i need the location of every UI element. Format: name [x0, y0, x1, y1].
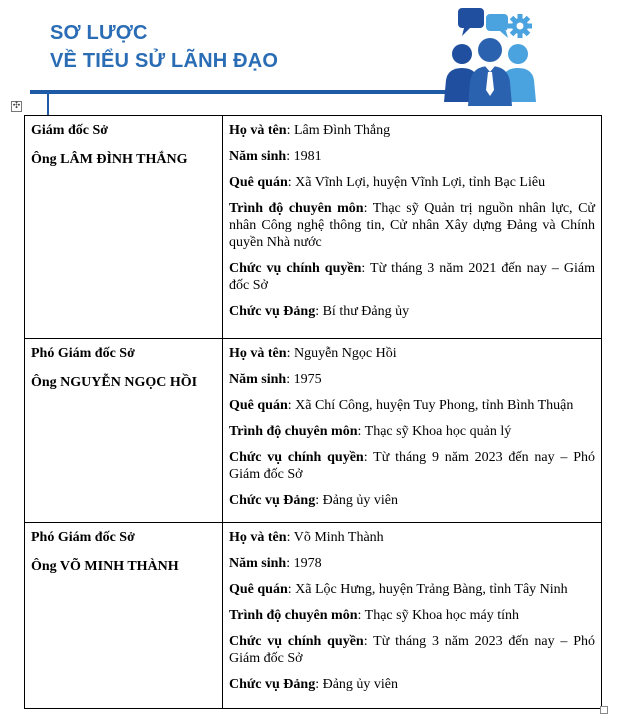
detail-field — [229, 676, 595, 693]
detail-value: 1978 — [293, 556, 322, 571]
detail-separator: : — [287, 582, 296, 597]
title-line-1: SƠ LƯỢC — [50, 22, 148, 44]
detail-label: Họ và tên — [229, 530, 287, 545]
leader-position: Phó Giám đốc Sở — [31, 346, 135, 361]
detail-field — [229, 397, 595, 414]
detail-value: Đảng ủy viên — [322, 493, 399, 508]
detail-value: Đảng ủy viên — [322, 677, 399, 692]
detail-label: Trình độ chuyên môn — [229, 201, 364, 216]
leader-details-cell[interactable] — [223, 523, 602, 709]
detail-label: Chức vụ chính quyền — [229, 450, 364, 465]
detail-value: Thạc sỹ Khoa học máy tính — [364, 608, 519, 623]
detail-field — [229, 581, 595, 598]
detail-field — [229, 492, 595, 509]
detail-separator: : — [363, 201, 373, 216]
leader-position: Phó Giám đốc Sở — [31, 530, 135, 545]
detail-separator: : — [287, 175, 296, 190]
detail-field — [229, 371, 595, 388]
detail-value: Nguyễn Ngọc Hồi — [293, 346, 397, 361]
detail-value: Võ Minh Thành — [293, 530, 384, 545]
header-rule — [30, 90, 450, 94]
detail-separator: : — [361, 261, 371, 276]
detail-label: Chức vụ chính quyền — [229, 634, 364, 649]
header-rule-tick — [47, 94, 49, 115]
leader-row — [25, 523, 602, 709]
detail-separator: : — [315, 304, 323, 319]
detail-label: Trình độ chuyên môn — [229, 424, 358, 439]
leader-summary-cell[interactable] — [25, 523, 223, 709]
title-line-2: VỀ TIỂU SỬ LÃNH ĐẠO — [50, 50, 279, 72]
detail-field — [229, 174, 595, 191]
detail-label: Chức vụ Đảng — [229, 677, 316, 692]
detail-separator: : — [357, 608, 365, 623]
leader-summary-cell[interactable] — [25, 116, 223, 339]
detail-value: Từ tháng 3 năm 2023 đến nay – Phó Giám đốc Sở — [229, 634, 596, 666]
table-resize-handle[interactable] — [600, 706, 608, 714]
detail-separator: : — [287, 398, 296, 413]
detail-separator: : — [286, 346, 294, 361]
detail-label: Họ và tên — [229, 346, 287, 361]
detail-field — [229, 449, 595, 483]
detail-value: Lâm Đình Thắng — [293, 123, 391, 138]
detail-field — [229, 529, 595, 546]
detail-value: 1981 — [293, 149, 322, 164]
detail-separator: : — [286, 556, 294, 571]
leader-name: Ông LÂM ĐÌNH THẮNG — [31, 152, 188, 167]
detail-field — [229, 122, 595, 139]
detail-value: Từ tháng 9 năm 2023 đến nay – Phó Giám đốc Sở — [229, 450, 596, 482]
detail-label: Chức vụ chính quyền — [229, 261, 362, 276]
detail-value: Xã Vĩnh Lợi, huyện Vĩnh Lợi, tỉnh Bạc Liêu — [295, 175, 546, 190]
table-move-handle-icon[interactable]: ✣ — [12, 101, 21, 111]
leader-row — [25, 116, 602, 339]
detail-label: Chức vụ Đảng — [229, 493, 316, 508]
leader-summary-cell[interactable] — [25, 339, 223, 523]
detail-field — [229, 607, 595, 624]
detail-separator: : — [315, 493, 323, 508]
leader-position: Giám đốc Sở — [31, 123, 108, 138]
detail-label: Quê quán — [229, 175, 288, 190]
leader-name: Ông NGUYỄN NGỌC HỒI — [31, 375, 198, 390]
detail-label: Năm sinh — [229, 556, 287, 571]
detail-separator: : — [363, 634, 374, 649]
leader-row — [25, 339, 602, 523]
leader-name: Ông VÕ MINH THÀNH — [31, 559, 179, 574]
detail-field — [229, 423, 595, 440]
document-header — [0, 0, 628, 112]
leader-details-cell[interactable] — [223, 339, 602, 523]
detail-field — [229, 260, 595, 294]
detail-label: Quê quán — [229, 398, 288, 413]
detail-field — [229, 303, 595, 320]
team-leaders-gear-icon — [438, 6, 542, 108]
detail-value: Xã Lộc Hưng, huyện Trảng Bàng, tỉnh Tây Ninh — [295, 582, 568, 597]
leaders-bio-table — [24, 115, 602, 709]
detail-value: Thạc sỹ Khoa học quản lý — [364, 424, 512, 439]
leader-details-cell[interactable] — [223, 116, 602, 339]
detail-label: Họ và tên — [229, 123, 287, 138]
detail-separator: : — [286, 123, 294, 138]
detail-label: Chức vụ Đảng — [229, 304, 316, 319]
detail-label: Năm sinh — [229, 372, 287, 387]
detail-field — [229, 148, 595, 165]
detail-label: Trình độ chuyên môn — [229, 608, 358, 623]
detail-separator: : — [286, 530, 294, 545]
detail-label: Quê quán — [229, 582, 288, 597]
detail-separator: : — [315, 677, 323, 692]
detail-label: Năm sinh — [229, 149, 287, 164]
detail-value: Từ tháng 3 năm 2021 đến nay – Giám đốc Sở — [229, 261, 595, 293]
detail-value: Bí thư Đảng ủy — [322, 304, 410, 319]
detail-separator: : — [286, 149, 294, 164]
detail-separator: : — [357, 424, 365, 439]
detail-field — [229, 200, 595, 251]
detail-separator: : — [286, 372, 294, 387]
detail-separator: : — [363, 450, 374, 465]
detail-value: 1975 — [293, 372, 322, 387]
detail-value: Xã Chí Công, huyện Tuy Phong, tỉnh Bình Thuận — [295, 398, 574, 413]
detail-field — [229, 345, 595, 362]
detail-value: Thạc sỹ Quản trị nguồn nhân lực, Cử nhân Công nghệ thông tin, Cử nhân Xây dựng Đảng và Chính quyền Nhà nước — [229, 201, 595, 250]
detail-field — [229, 555, 595, 572]
detail-field — [229, 633, 595, 667]
